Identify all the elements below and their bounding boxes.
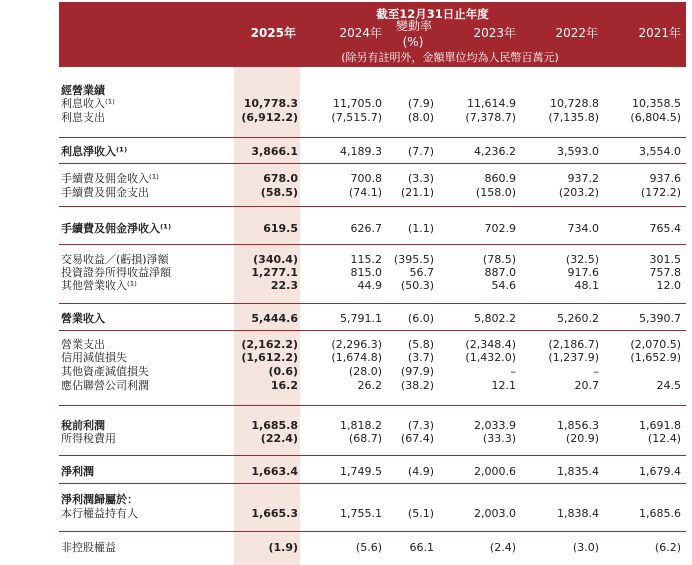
table-cell: 20.7 <box>574 379 599 392</box>
table-cell: 1,856.3 <box>557 419 599 432</box>
table-cell: (7.9) <box>407 97 434 110</box>
table-cell: 1,838.4 <box>557 507 599 520</box>
row-label: 稅前利潤 <box>61 419 105 432</box>
table-cell: 860.9 <box>484 172 516 185</box>
table-row <box>59 145 686 158</box>
table-cell: 2,000.6 <box>474 465 516 478</box>
table-cell: (172.2) <box>640 186 681 199</box>
table-cell: 48.1 <box>574 279 599 292</box>
table-cell: (1,237.9) <box>548 351 599 364</box>
table-cell: 22.3 <box>270 279 298 292</box>
table-row <box>59 541 686 554</box>
currency-note: (除另有註明外，金額單位均為人民幣百萬元) <box>341 51 559 64</box>
section-divider <box>59 206 686 207</box>
table-cell: 1,663.4 <box>251 465 298 478</box>
table-cell: (2.4) <box>489 541 516 554</box>
table-cell: (3.3) <box>407 172 434 185</box>
table-cell: 937.6 <box>649 172 681 185</box>
table-cell: (74.1) <box>348 186 382 199</box>
table-cell: 1,691.8 <box>639 419 681 432</box>
table-cell: 5,802.2 <box>474 312 516 325</box>
table-cell: 3,554.0 <box>639 145 681 158</box>
table-cell: (5.1) <box>407 507 434 520</box>
table-cell: 626.7 <box>350 222 382 235</box>
table-cell: (340.4) <box>253 253 298 266</box>
table-cell: (1,652.9) <box>630 351 681 364</box>
section-divider <box>59 405 686 406</box>
table-cell: 3,866.1 <box>251 145 298 158</box>
table-cell: (1.1) <box>407 222 434 235</box>
row-label: 手續費及佣金淨收入⁽¹⁾ <box>61 222 172 235</box>
table-cell: 937.2 <box>567 172 599 185</box>
table-cell: 301.5 <box>649 253 681 266</box>
table-cell: 5,390.7 <box>639 312 681 325</box>
table-row <box>59 419 686 432</box>
table-cell: 4,189.3 <box>340 145 382 158</box>
table-cell: (203.2) <box>558 186 599 199</box>
table-cell: (3.7) <box>407 351 434 364</box>
table-cell: 700.8 <box>350 172 382 185</box>
table-row <box>59 97 686 110</box>
table-row <box>59 312 686 325</box>
table-cell: (7,515.7) <box>331 111 382 124</box>
table-cell: (7,135.8) <box>548 111 599 124</box>
table-cell: (6,912.2) <box>241 111 298 124</box>
row-label: 其他營業收入⁽¹⁾ <box>61 279 137 292</box>
row-label: 營業收入 <box>61 312 105 325</box>
table-cell: 115.2 <box>350 253 382 266</box>
year-header-2021: 2021年 <box>638 26 681 40</box>
table-cell: 1,665.3 <box>251 507 298 520</box>
table-cell: (1,674.8) <box>331 351 382 364</box>
table-cell: (158.0) <box>475 186 516 199</box>
row-label: 經營業績 <box>61 84 105 97</box>
table-cell: (33.3) <box>482 432 516 445</box>
table-cell: (2,162.2) <box>241 338 298 351</box>
table-cell: 1,679.4 <box>639 465 681 478</box>
table-cell: 757.8 <box>649 266 681 279</box>
table-cell: 702.9 <box>484 222 516 235</box>
row-label: 信用減值損失 <box>61 351 127 364</box>
section-divider <box>59 163 686 164</box>
row-label: 應佔聯營公司利潤 <box>61 379 149 392</box>
table-row <box>59 186 686 199</box>
table-cell: 26.2 <box>357 379 382 392</box>
table-cell: 11,705.0 <box>333 97 382 110</box>
table-cell: 66.1 <box>409 541 434 554</box>
table-cell: (6,804.5) <box>630 111 681 124</box>
table-row <box>59 432 686 445</box>
table-cell: 1,685.8 <box>251 419 298 432</box>
table-cell: 2,003.0 <box>474 507 516 520</box>
row-label: 利息淨收入⁽¹⁾ <box>61 145 128 158</box>
year-header-2024: 2024年 <box>339 26 382 40</box>
section-divider <box>59 330 686 331</box>
table-cell: (5.6) <box>355 541 382 554</box>
table-cell: 4,236.2 <box>474 145 516 158</box>
row-label: 淨利潤歸屬於： <box>61 493 138 506</box>
row-label: 淨利潤 <box>61 465 94 478</box>
table-cell: (28.0) <box>348 365 382 378</box>
year-header-2025: 2025年 <box>250 26 296 40</box>
table-cell: 56.7 <box>409 266 434 279</box>
table-cell: (8.0) <box>407 111 434 124</box>
section-divider <box>59 483 686 484</box>
table-cell: 887.0 <box>484 266 516 279</box>
table-cell: 1,749.5 <box>340 465 382 478</box>
table-cell: (68.7) <box>348 432 382 445</box>
section-divider <box>59 137 686 138</box>
table-row <box>59 507 686 520</box>
table-row <box>59 172 686 185</box>
table-cell: (20.9) <box>565 432 599 445</box>
table-cell: (0.6) <box>268 365 298 378</box>
table-cell: 5,791.1 <box>340 312 382 325</box>
table-cell: 10,358.5 <box>632 97 681 110</box>
table-cell: 10,778.3 <box>243 97 298 110</box>
row-label: 所得稅費用 <box>61 432 116 445</box>
table-cell: (97.9) <box>400 365 434 378</box>
table-cell: (7.7) <box>407 145 434 158</box>
table-cell: (1.9) <box>268 541 298 554</box>
table-cell: (50.3) <box>400 279 434 292</box>
table-cell: 12.0 <box>656 279 681 292</box>
year-header-2022: 2022年 <box>555 26 598 40</box>
table-cell: (38.2) <box>400 379 434 392</box>
table-row <box>59 365 686 378</box>
table-cell: (67.4) <box>400 432 434 445</box>
row-label: 營業支出 <box>61 338 105 351</box>
table-cell: (22.4) <box>260 432 298 445</box>
table-cell: 1,755.1 <box>340 507 382 520</box>
table-cell: 11,614.9 <box>467 97 516 110</box>
table-cell: (2,296.3) <box>331 338 382 351</box>
table-cell: 1,277.1 <box>251 266 298 279</box>
table-cell: 54.6 <box>491 279 516 292</box>
table-cell: (3.0) <box>572 541 599 554</box>
section-divider <box>59 531 686 532</box>
table-row <box>59 493 686 506</box>
change-header-unit: (%) <box>402 35 424 49</box>
table-cell: 815.0 <box>350 266 382 279</box>
table-cell: (1,432.0) <box>465 351 516 364</box>
row-label: 本行權益持有人 <box>61 507 138 520</box>
table-cell: 619.5 <box>263 222 298 235</box>
table-cell: (5.8) <box>407 338 434 351</box>
table-row <box>59 338 686 351</box>
table-row <box>59 465 686 478</box>
table-cell: 917.6 <box>567 266 599 279</box>
table-cell: (7,378.7) <box>465 111 516 124</box>
table-cell: 1,835.4 <box>557 465 599 478</box>
table-cell: (6.2) <box>654 541 681 554</box>
table-cell: 5,444.6 <box>251 312 298 325</box>
period-heading: 截至12月31日止年度 <box>376 7 489 21</box>
table-cell: (78.5) <box>482 253 516 266</box>
table-cell: 678.0 <box>263 172 298 185</box>
table-row <box>59 222 686 235</box>
table-cell: (6.0) <box>407 312 434 325</box>
table-cell: 16.2 <box>270 379 298 392</box>
row-label: 非控股權益 <box>61 541 116 554</box>
table-cell: (12.4) <box>647 432 681 445</box>
table-cell: 734.0 <box>567 222 599 235</box>
year-header-2023: 2023年 <box>473 26 516 40</box>
table-cell: (2,186.7) <box>548 338 599 351</box>
row-label: 手續費及佣金收入⁽¹⁾ <box>61 172 159 185</box>
table-cell: (1,612.2) <box>241 351 298 364</box>
table-cell: 1,685.6 <box>639 507 681 520</box>
table-cell: 12.1 <box>491 379 516 392</box>
table-cell: (7.3) <box>407 419 434 432</box>
table-row <box>59 351 686 364</box>
table-row <box>59 379 686 392</box>
table-cell: 10,728.8 <box>550 97 599 110</box>
row-label: 投資證券所得收益淨額 <box>61 266 171 279</box>
row-label: 利息收入⁽¹⁾ <box>61 97 115 110</box>
table-cell: – <box>593 365 599 378</box>
table-cell: (58.5) <box>260 186 298 199</box>
table-row <box>59 84 686 97</box>
table-cell: 765.4 <box>649 222 681 235</box>
section-divider <box>59 303 686 304</box>
table-cell: (2,348.4) <box>465 338 516 351</box>
section-divider <box>59 455 686 456</box>
table-cell: 2,033.9 <box>474 419 516 432</box>
table-cell: 1,818.2 <box>340 419 382 432</box>
row-label: 其他資產減值損失 <box>61 365 149 378</box>
row-label: 交易收益／(虧損)淨額 <box>61 253 169 266</box>
table-cell: (2,070.5) <box>630 338 681 351</box>
table-cell: (395.5) <box>393 253 434 266</box>
table-cell: 3,593.0 <box>557 145 599 158</box>
table-cell: (4.9) <box>407 465 434 478</box>
section-divider <box>59 244 686 245</box>
table-row <box>59 279 686 292</box>
change-header: 變動率 <box>395 19 432 33</box>
table-cell: 24.5 <box>656 379 681 392</box>
table-row <box>59 111 686 124</box>
table-cell: (21.1) <box>400 186 434 199</box>
table-cell: – <box>510 365 516 378</box>
table-cell: 44.9 <box>357 279 382 292</box>
table-row <box>59 266 686 279</box>
table-cell: 5,260.2 <box>557 312 599 325</box>
row-label: 利息支出 <box>61 111 105 124</box>
table-row <box>59 253 686 266</box>
row-label: 手續費及佣金支出 <box>61 186 149 199</box>
table-cell: (32.5) <box>565 253 599 266</box>
